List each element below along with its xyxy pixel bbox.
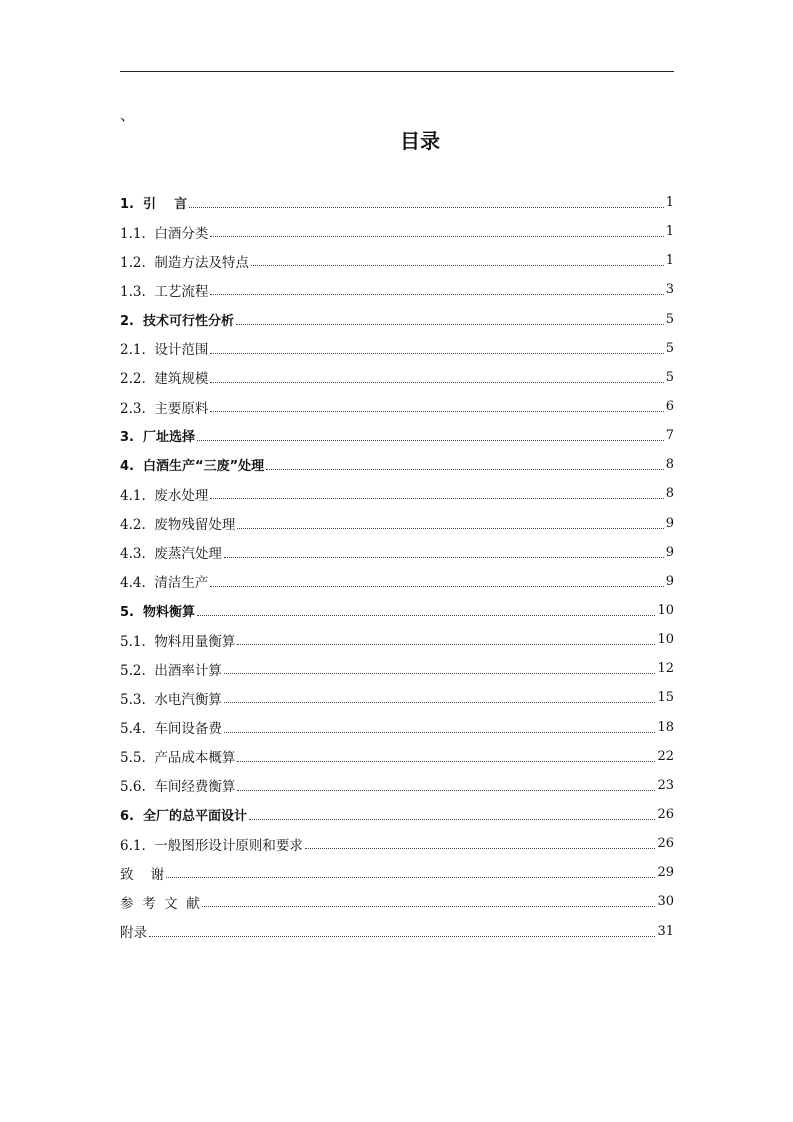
toc-entry-label: 参 考 文 献 [120, 895, 200, 912]
toc-entry-label: 5.2. 出酒率计算 [120, 662, 222, 679]
toc-entry[interactable] [120, 392, 674, 421]
toc-entry-page: 5 [665, 369, 674, 385]
toc-entry-page: 22 [657, 748, 674, 764]
toc-entry-label: 6. 全厂的总平面设计 [120, 809, 248, 825]
toc-entry-label: 1.2. 制造方法及特点 [120, 254, 249, 271]
toc-entry-page: 8 [665, 457, 674, 473]
toc-dot-leader [224, 557, 664, 558]
toc-entry-label: 4.2. 废物残留处理 [120, 517, 236, 534]
toc-entry-page: 30 [657, 894, 674, 910]
toc-dot-leader [210, 498, 663, 499]
toc-entry-page: 9 [665, 515, 674, 531]
toc-dot-leader [224, 673, 656, 674]
toc-entry-page: 1 [665, 253, 674, 269]
toc-entry[interactable] [120, 217, 674, 246]
toc-entry-label: 1.3. 工艺流程 [120, 283, 209, 300]
toc-entry-label: 2.3. 主要原料 [120, 400, 209, 417]
toc-entry-label: 2.2. 建筑规模 [120, 371, 209, 388]
toc-entry[interactable] [120, 538, 674, 567]
toc-dot-leader [237, 644, 655, 645]
toc-entry[interactable] [120, 625, 674, 654]
toc-dot-leader [237, 790, 655, 791]
toc-entry-page: 8 [665, 486, 674, 502]
toc-entry[interactable] [120, 479, 674, 508]
toc-entry[interactable] [120, 742, 674, 771]
page-title: 目录 [400, 129, 440, 153]
toc-dot-leader [149, 936, 655, 937]
toc-entry-page: 9 [665, 544, 674, 560]
toc-dot-leader [197, 615, 655, 616]
toc-entry[interactable] [120, 771, 674, 800]
toc-entry[interactable] [120, 509, 674, 538]
toc-entry-label: 2. 技术可行性分析 [120, 313, 235, 329]
toc-entry-page: 1 [665, 224, 674, 240]
toc-entry[interactable] [120, 887, 674, 916]
toc-entry[interactable] [120, 800, 674, 829]
toc-entry[interactable] [120, 275, 674, 304]
toc-entry-page: 26 [657, 836, 674, 852]
toc-entry[interactable] [120, 917, 674, 946]
toc-entry-label: 5.4. 车间设备费 [120, 721, 222, 738]
toc-entry-page: 3 [665, 282, 674, 298]
toc-entry[interactable] [120, 683, 674, 712]
toc-entry-page: 9 [665, 573, 674, 589]
toc-dot-leader [224, 732, 656, 733]
header-mark: 、 [120, 106, 136, 124]
toc-entry[interactable] [120, 246, 674, 275]
toc-entry-label: 3. 厂址选择 [120, 430, 196, 446]
toc-dot-leader [210, 411, 663, 412]
toc-dot-leader [305, 848, 656, 849]
toc-dot-leader [237, 761, 655, 762]
toc-entry-page: 10 [657, 632, 674, 648]
toc-entry[interactable] [120, 858, 674, 887]
toc-entry-label: 致 谢 [120, 866, 165, 883]
toc-dot-leader [210, 382, 663, 383]
toc-dot-leader [236, 324, 664, 325]
toc-entry-label: 4.4. 清洁生产 [120, 575, 209, 592]
toc-dot-leader [224, 702, 656, 703]
toc-entry-page: 1 [665, 195, 674, 211]
toc-entry[interactable] [120, 567, 674, 596]
toc-dot-leader [197, 440, 664, 441]
toc-dot-leader [249, 819, 655, 820]
toc-entry[interactable] [120, 829, 674, 858]
toc-entry-label: 1.1. 白酒分类 [120, 225, 209, 242]
toc-entry-label: 6.1. 一般图形设计原则和要求 [120, 837, 303, 854]
toc-entry-page: 7 [665, 428, 674, 444]
toc-entry-label: 5.3. 水电汽衡算 [120, 691, 222, 708]
toc-entry[interactable] [120, 596, 674, 625]
toc-entry-page: 10 [657, 603, 674, 619]
toc-dot-leader [210, 236, 663, 237]
toc-entry[interactable] [120, 713, 674, 742]
toc-dot-leader [210, 353, 663, 354]
toc-entry-page: 18 [657, 719, 674, 735]
toc-dot-leader [166, 877, 655, 878]
toc-entry-label: 4. 白酒生产“三废”处理 [120, 459, 265, 475]
toc-entry[interactable] [120, 305, 674, 334]
toc-entry[interactable] [120, 450, 674, 479]
toc-entry-page: 5 [665, 311, 674, 327]
toc-dot-leader [266, 469, 664, 470]
toc-dot-leader [210, 294, 663, 295]
toc-dot-leader [210, 586, 663, 587]
toc-dot-leader [189, 207, 664, 208]
toc-entry[interactable] [120, 421, 674, 450]
toc-entry-page: 5 [665, 340, 674, 356]
toc-entry[interactable] [120, 188, 674, 217]
toc-entry-page: 29 [657, 865, 674, 881]
toc-entry-page: 31 [657, 923, 674, 939]
toc-entry-page: 23 [657, 777, 674, 793]
toc-entry-label: 5.1. 物料用量衡算 [120, 633, 236, 650]
toc-dot-leader [237, 528, 663, 529]
header-rule [120, 71, 674, 72]
toc-entry-page: 12 [657, 661, 674, 677]
toc-entry-page: 26 [657, 807, 674, 823]
toc-entry[interactable] [120, 654, 674, 683]
toc-entry-label: 1. 引 言 [120, 197, 188, 213]
toc-entry[interactable] [120, 363, 674, 392]
toc-entry-page: 6 [665, 399, 674, 415]
toc-entry-page: 15 [657, 690, 674, 706]
toc-entry-label: 附录 [120, 925, 147, 942]
toc-entry-label: 5. 物料衡算 [120, 605, 196, 621]
toc-entry-label: 4.1. 废水处理 [120, 487, 209, 504]
toc-entry-label: 5.6. 车间经费衡算 [120, 779, 236, 796]
toc-entry-label: 2.1. 设计范围 [120, 342, 209, 359]
toc-entry-label: 4.3. 废蒸汽处理 [120, 546, 222, 563]
toc-dot-leader [202, 906, 656, 907]
toc-entry[interactable] [120, 334, 674, 363]
toc-entry-label: 5.5. 产品成本概算 [120, 750, 236, 767]
table-of-contents [120, 188, 674, 946]
toc-dot-leader [251, 265, 664, 266]
